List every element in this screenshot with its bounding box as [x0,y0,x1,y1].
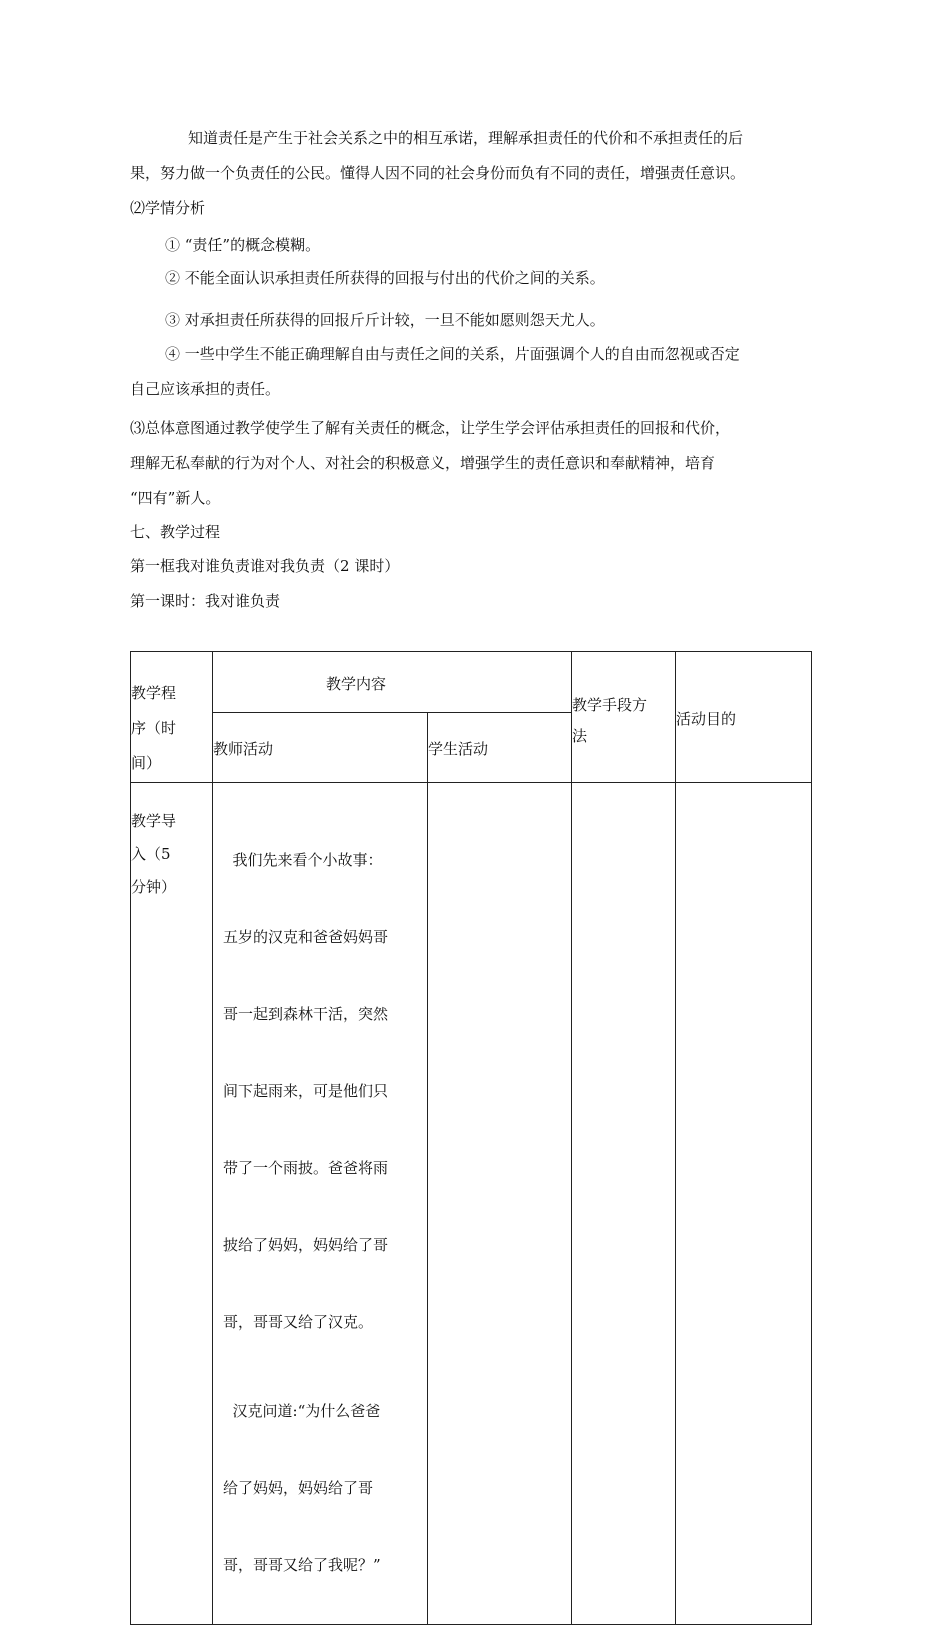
analysis-item: ① “责任”的概念模糊。 [165,236,321,254]
analysis-item: ④ 一些中学生不能正确理解自由与责任之间的关系，片面强调个人的自由而忽视或否定 [165,345,740,363]
header-procedure-line: 序（时 [131,719,177,737]
row-method [572,783,676,1625]
row-purpose [676,783,812,1625]
header-student-label: 学生活动 [428,740,489,758]
row-procedure-line: 教学导 [131,812,177,830]
row-procedure [131,783,213,1625]
goal-line-2: 果，努力做一个负责任的公民。懂得人因不同的社会身份而负有不同的责任，增强责任意识。 [130,164,746,182]
table-row [131,783,812,1625]
header-purpose-label: 活动目的 [676,710,737,728]
row-teacher-activity [213,783,428,1625]
intent-line-1: ⑶总体意图通过教学使学生了解有关责任的概念，让学生学会评估承担责任的回报和代价， [130,419,731,437]
story-line: 哥，哥哥又给了我呢？” [223,1556,381,1574]
lesson-plan-table [130,651,812,1625]
header-method-line: 法 [572,727,588,745]
analysis-item-continuation: 自己应该承担的责任。 [130,380,281,398]
story-line: 披给了妈妈，妈妈给了哥 [223,1236,389,1254]
header-procedure-line: 教学程 [131,684,177,702]
goal-line-1: 知道责任是产生于社会关系之中的相互承诺，理解承担责任的代价和不承担责任的后 [188,129,744,147]
header-teacher-label: 教师活动 [213,740,274,758]
analysis-item: ② 不能全面认识承担责任所获得的回报与付出的代价之间的关系。 [165,269,605,287]
analysis-item: ③ 对承担责任所获得的回报斤斤计较，一旦不能如愿则怨天尤人。 [165,311,605,329]
row-procedure-line: 入（5 [131,845,171,863]
story-line: 汉克问道:“为什么爸爸 [223,1402,381,1420]
row-procedure-line: 分钟） [131,878,177,896]
story-line: 五岁的汉克和爸爸妈妈哥 [223,928,389,946]
student-analysis-heading: ⑵学情分析 [130,199,206,217]
table-header-row [131,652,812,713]
header-content [213,652,572,713]
story-line: 哥一起到森林干活，突然 [223,1005,389,1023]
row-student-activity [428,783,572,1625]
intent-line-2: 理解无私奉献的行为对个人、对社会的积极意义，增强学生的责任意识和奉献精神，培育 [130,454,716,472]
header-purpose [676,652,812,783]
story-line: 带了一个雨披。爸爸将雨 [223,1159,389,1177]
story-line: 我们先来看个小故事： [223,851,383,869]
story-line: 间下起雨来，可是他们只 [223,1082,389,1100]
intent-line-3: “四有”新人。 [130,489,221,507]
lesson-heading: 第一课时：我对谁负责 [130,592,281,610]
header-method-line: 教学手段方 [572,696,648,714]
story-line: 哥，哥哥又给了汉克。 [223,1313,374,1331]
header-procedure-line: 间） [131,754,162,772]
header-student [428,713,572,783]
header-teacher [213,713,428,783]
header-method [572,652,676,783]
header-procedure [131,652,213,783]
frame-heading: 第一框我对谁负责谁对我负责（2 课时） [130,557,400,575]
story-line: 给了妈妈，妈妈给了哥 [223,1479,374,1497]
section-heading: 七、教学过程 [130,523,221,541]
header-content-label: 教学内容 [326,675,387,693]
